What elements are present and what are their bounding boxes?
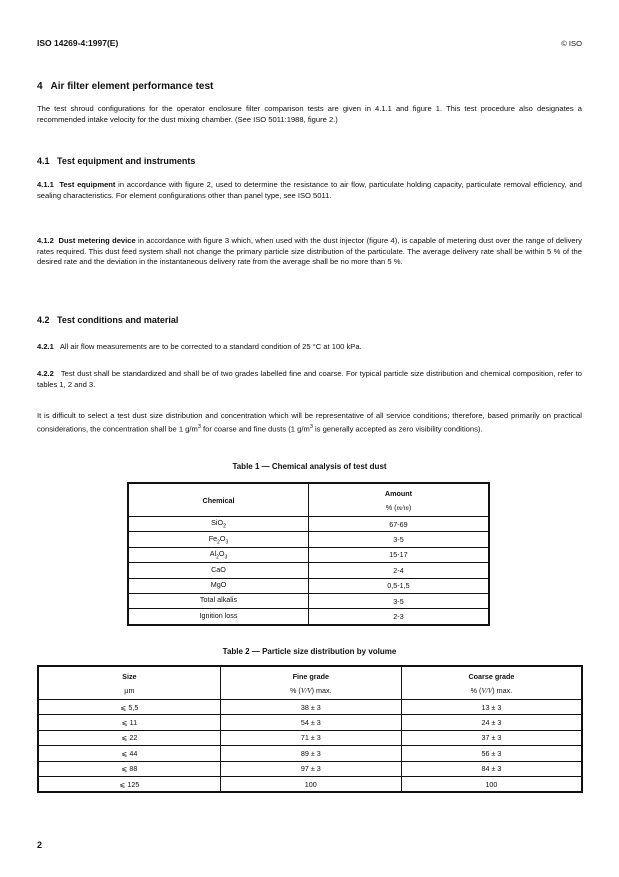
clause-text: All air flow measurements are to be corrected to a standard condition of 25 °C at 100 kPa. [59, 342, 362, 351]
fine-cell: 54 ± 3 [220, 715, 401, 730]
clause-number: 4.2.1 [37, 342, 54, 351]
amount-cell: 0,5-1,5 [309, 578, 490, 593]
table-row [38, 730, 582, 745]
unit: V/V [300, 686, 312, 695]
coarse-cell: 37 ± 3 [401, 730, 582, 745]
coarse-cell: 24 ± 3 [401, 715, 582, 730]
table-header [128, 483, 489, 517]
size-label: Size [122, 671, 137, 681]
table-row [128, 593, 489, 608]
table-row [128, 578, 489, 593]
unit: m/m [396, 503, 409, 512]
size-cell: ⩽ 5,5 [38, 700, 220, 715]
size-cell: ⩽ 22 [38, 730, 220, 745]
table-row [38, 746, 582, 761]
unit: ) max. [492, 685, 513, 695]
text: SiO [211, 518, 224, 528]
fine-cell: 71 ± 3 [220, 730, 401, 745]
text: O [219, 533, 226, 543]
text: for coarse and fine dusts (1 g/m [200, 424, 310, 434]
chemical-cell [128, 563, 309, 578]
clause-4-1-1 [37, 180, 582, 201]
doc-id: ISO 14269-4:1997(E) [37, 38, 119, 48]
fine-cell: 89 ± 3 [220, 746, 401, 761]
amount-cell: 2-3 [309, 609, 490, 625]
size-cell: ⩽ 88 [38, 761, 220, 776]
section-4-2-title: 4.2 Test conditions and material [37, 315, 179, 325]
clause-text: in accordance with figure 2, used to determine the resistance to air flow, particulate holding capacity, particulate removal efficiency, and sealing characteristics. For element configurations other than panel type, see ISO 5011. [37, 180, 582, 200]
size-unit: µm [124, 685, 135, 695]
table-row [128, 609, 489, 625]
section-4-1-title: 4.1 Test equipment and instruments [37, 156, 196, 166]
amount-cell: 3-5 [309, 593, 490, 608]
unit: V/V [481, 686, 493, 695]
chemical-cell [128, 517, 309, 532]
table-row [128, 547, 489, 562]
coarse-cell: 56 ± 3 [401, 746, 582, 761]
subscript: 3 [225, 539, 229, 546]
text: CaO [211, 564, 226, 574]
clause-4-2-2 [37, 369, 582, 390]
coarse-cell: 13 ± 3 [401, 700, 582, 715]
header-coarse [401, 666, 582, 700]
subscript: 2 [216, 554, 219, 561]
superscript: 3 [197, 423, 201, 430]
clause-number: 4.1.1 [37, 180, 54, 189]
amount-cell: 15-17 [309, 547, 490, 562]
size-cell: ⩽ 11 [38, 715, 220, 730]
coarse-label: Coarse grade [468, 671, 515, 681]
table-row [128, 517, 489, 532]
size-cell: ⩽ 125 [38, 776, 220, 792]
amount-unit [309, 503, 488, 512]
table-2 [37, 665, 583, 793]
unit: % ( [385, 502, 397, 512]
amount-label: Amount [384, 488, 413, 498]
clause-term: Dust metering device [58, 236, 136, 245]
subscript: 2 [217, 539, 220, 546]
table-row [38, 776, 582, 792]
table-1-caption: Table 1 — Chemical analysis of test dust [232, 462, 387, 471]
page-number: 2 [37, 840, 43, 850]
clause-number: 4.2.2 [37, 369, 54, 378]
table-row [38, 715, 582, 730]
chemical-cell [128, 532, 309, 547]
subscript: 3 [224, 554, 228, 561]
table-row [38, 761, 582, 776]
clause-text: Test dust shall be standardized and shall be of two grades labelled fine and coarse. For typical particle size distribution and chemical composition, refer to tables 1, 2 and 3. [37, 369, 582, 389]
text: Total alkalis [199, 595, 238, 605]
fine-cell: 38 ± 3 [220, 700, 401, 715]
fine-cell: 97 ± 3 [220, 761, 401, 776]
coarse-cell: 100 [401, 776, 582, 792]
subscript: 2 [223, 523, 226, 530]
unit: % ( [470, 685, 482, 695]
coarse-unit [402, 686, 581, 695]
copyright: © ISO [561, 39, 582, 48]
text: Al [209, 549, 217, 559]
size-cell: ⩽ 44 [38, 746, 220, 761]
header-size [38, 666, 220, 700]
unit: % ( [290, 685, 301, 695]
table-1 [127, 482, 490, 626]
text: is generally accepted as zero visibility conditions). [312, 424, 483, 434]
concentration-paragraph [37, 411, 582, 435]
clause-4-2-1 [37, 342, 582, 353]
clause-number: 4.1.2 [37, 236, 54, 245]
chemical-cell [128, 609, 309, 625]
unit: ) max. [311, 685, 332, 695]
clause-term: Test equipment [59, 180, 116, 189]
text: O [218, 549, 225, 559]
table-header [38, 666, 582, 700]
header-fine [220, 666, 401, 700]
text: It is difficult to select a test dust size distribution and concentration which will be representative of all service conditions; therefore, based primarily on practical considerations, the concentration shall be 1 g/m [37, 411, 582, 434]
header-amount [309, 483, 490, 517]
amount-cell: 3-5 [309, 532, 490, 547]
coarse-cell: 84 ± 3 [401, 761, 582, 776]
table-row [38, 700, 582, 715]
amount-cell: 2-4 [309, 563, 490, 578]
clause-4-1-2 [37, 236, 582, 268]
chemical-cell [128, 547, 309, 562]
chemical-cell [128, 578, 309, 593]
superscript: 3 [309, 423, 313, 430]
table-2-caption: Table 2 — Particle size distribution by volume [222, 647, 397, 656]
text: Fe [208, 533, 218, 543]
fine-label: Fine grade [292, 671, 329, 681]
fine-cell: 100 [220, 776, 401, 792]
unit: ) [408, 502, 412, 512]
fine-unit [221, 686, 401, 695]
section-4-title: 4 Air filter element performance test [37, 81, 214, 92]
table-row [128, 563, 489, 578]
clause-text: in accordance with figure 3 which, when used with the dust injector (figure 4), is capable of metering dust over the range of delivery rates required. This dust feed system shall not change the primary particle size distribution of the particulate. The average delivery rate shall be within 5 % of the desired rate and the deviation in the instantaneous delivery rate from the average shall be no more than 5 %. [37, 236, 582, 267]
amount-cell: 67-69 [309, 517, 490, 532]
header-chemical: Chemical [128, 483, 309, 517]
text: MgO [210, 580, 227, 590]
chemical-cell [128, 593, 309, 608]
section-4-paragraph: The test shroud configurations for the operator enclosure filter comparison tests are given in 4.1.1 and figure 1. This test procedure also designates a recommended intake velocity for the dust mixing chamber. (See ISO 5011:1988, figure 2.) [37, 104, 582, 124]
table-row [128, 532, 489, 547]
text: Ignition loss [199, 610, 238, 620]
